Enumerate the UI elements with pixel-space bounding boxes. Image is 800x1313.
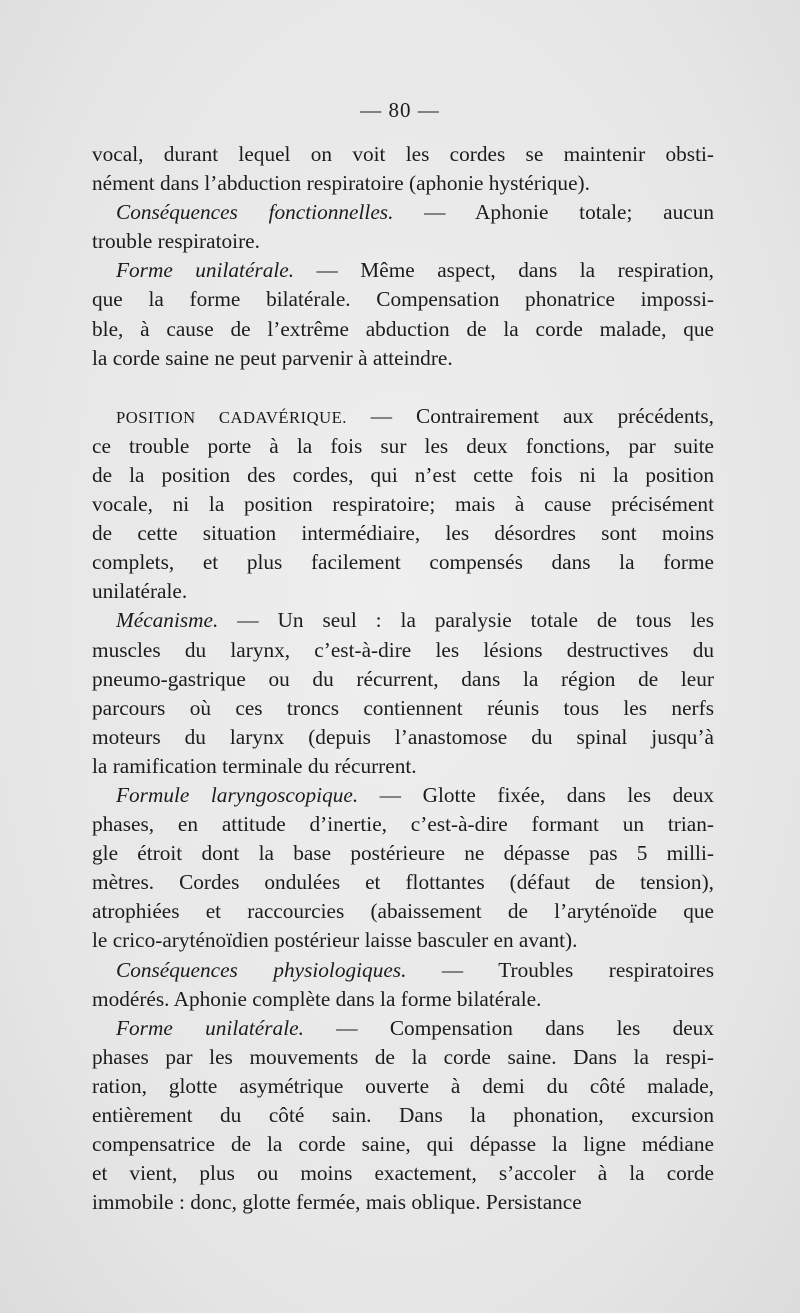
paragraph: [92, 956, 714, 1014]
line-text: — Glotte fixée, dans les deux: [358, 782, 714, 807]
text-line: [92, 839, 714, 868]
text-line: [92, 1130, 714, 1159]
text-line: [92, 256, 714, 285]
line-text: pneumo-gastrique ou du récurrent, dans la région de leur: [92, 666, 714, 691]
text-line: [92, 665, 714, 694]
text-line: [92, 606, 714, 635]
paragraph: [92, 256, 714, 372]
text-line: [92, 344, 714, 373]
line-text: la corde saine ne peut parvenir à atteindre.: [92, 345, 453, 370]
line-text: ration, glotte asymétrique ouverte à demi du côté malade,: [92, 1073, 714, 1098]
text-line: [92, 227, 714, 256]
line-text: la ramification terminale du récurrent.: [92, 753, 417, 778]
text-line: [92, 315, 714, 344]
text-line: [92, 985, 714, 1014]
italic-heading: Conséquences fonctionnelles.: [116, 200, 394, 225]
text-line: [92, 956, 714, 985]
text-line: [92, 402, 714, 432]
paragraph: [92, 140, 714, 198]
italic-heading: Forme unilatérale.: [116, 258, 295, 283]
line-text: vocal, durant lequel on voit les cordes se maintenir obsti-: [92, 142, 714, 166]
line-text: entièrement du côté sain. Dans la phonation, excursion: [92, 1103, 714, 1127]
line-text: phases par les mouvements de la corde saine. Dans la respi-: [92, 1044, 714, 1069]
text-line: [92, 1072, 714, 1101]
paragraph: [92, 606, 714, 781]
text-line: [92, 548, 714, 577]
line-text: de la position des cordes, qui n’est cette fois ni la position: [92, 462, 714, 487]
line-text: nément dans l’abduction respiratoire (aphonie hystérique).: [92, 171, 590, 196]
line-text: gle étroit dont la base postérieure ne dépasse pas 5 milli-: [92, 841, 714, 866]
line-text: modérés. Aphonie complète dans la forme bilatérale.: [92, 986, 542, 1011]
italic-heading: Conséquences physiologiques.: [116, 957, 407, 982]
text-line: [92, 868, 714, 897]
text-line: [92, 285, 714, 314]
line-text: complets, et plus facilement compensés dans la forme: [92, 550, 714, 575]
line-text: phases, en attitude d’inertie, c’est-à-dire formant un trian-: [92, 812, 714, 837]
line-text: — Contrairement aux précédents,: [346, 403, 714, 428]
text-line: [92, 432, 714, 461]
line-text: — Même aspect, dans la respiration,: [294, 258, 714, 283]
text-line: [92, 810, 714, 839]
text-line: [92, 198, 714, 227]
text-line: [92, 169, 714, 198]
text-line: [92, 926, 714, 955]
body-text: [92, 140, 714, 1217]
paragraph: [92, 1014, 714, 1218]
line-text: et vient, plus ou moins exactement, s’accoler à la corde: [92, 1161, 714, 1186]
text-line: [92, 490, 714, 519]
paragraph: [92, 198, 714, 256]
italic-heading: Forme unilatérale.: [116, 1015, 304, 1040]
smallcaps-heading: POSITION CADAVÉRIQUE.: [116, 407, 347, 427]
line-text: ce trouble porte à la fois sur les deux fonctions, par suite: [92, 433, 714, 458]
line-text: muscles du larynx, c’est-à-dire les lésions destructives du: [92, 637, 714, 662]
line-text: unilatérale.: [92, 579, 188, 604]
page-number: — 80 —: [360, 98, 440, 122]
text-line: [92, 1101, 714, 1130]
line-text: parcours où ces troncs contiennent réunis tous les nerfs: [92, 695, 714, 720]
line-text: immobile : donc, glotte fermée, mais oblique. Persistance: [92, 1190, 582, 1215]
line-text: — Aphonie totale; aucun: [393, 200, 714, 225]
text-line: [92, 694, 714, 723]
line-text: de cette situation intermédiaire, les désordres sont moins: [92, 521, 714, 546]
line-text: moteurs du larynx (depuis l’anastomose du spinal jusqu’à: [92, 724, 714, 749]
line-text: — Troubles respiratoires: [406, 957, 714, 982]
line-text: compensatrice de la corde saine, qui dépasse la ligne médiane: [92, 1132, 714, 1157]
line-text: — Un seul : la paralysie totale de tous les: [218, 608, 714, 633]
paragraph-gap: [92, 373, 714, 402]
line-text: — Compensation dans les deux: [303, 1015, 714, 1040]
text-line: [92, 461, 714, 490]
text-line: [92, 752, 714, 781]
line-text: trouble respiratoire.: [92, 229, 260, 254]
text-line: [92, 636, 714, 665]
line-text: le crico-aryténoïdien postérieur laisse basculer en avant).: [92, 928, 578, 953]
line-text: vocale, ni la position respiratoire; mais à cause précisément: [92, 492, 714, 517]
line-text: que la forme bilatérale. Compensation phonatrice impossi-: [92, 287, 714, 312]
italic-heading: Mécanisme.: [116, 608, 219, 633]
text-line: [92, 781, 714, 810]
paragraph: [92, 781, 714, 956]
text-line: [92, 1188, 714, 1217]
line-text: atrophiées et raccourcies (abaissement de l’aryténoïde que: [92, 899, 714, 924]
text-line: [92, 723, 714, 752]
text-line: [92, 897, 714, 926]
line-text: mètres. Cordes ondulées et flottantes (défaut de tension),: [92, 870, 714, 895]
paragraph: [92, 402, 714, 607]
italic-heading: Formule laryngoscopique.: [116, 782, 359, 807]
text-line: [92, 1043, 714, 1072]
text-line: [92, 140, 714, 169]
text-line: [92, 577, 714, 606]
text-line: [92, 1159, 714, 1188]
text-line: [92, 1014, 714, 1043]
line-text: ble, à cause de l’extrême abduction de la corde malade, que: [92, 316, 714, 341]
text-line: [92, 519, 714, 548]
